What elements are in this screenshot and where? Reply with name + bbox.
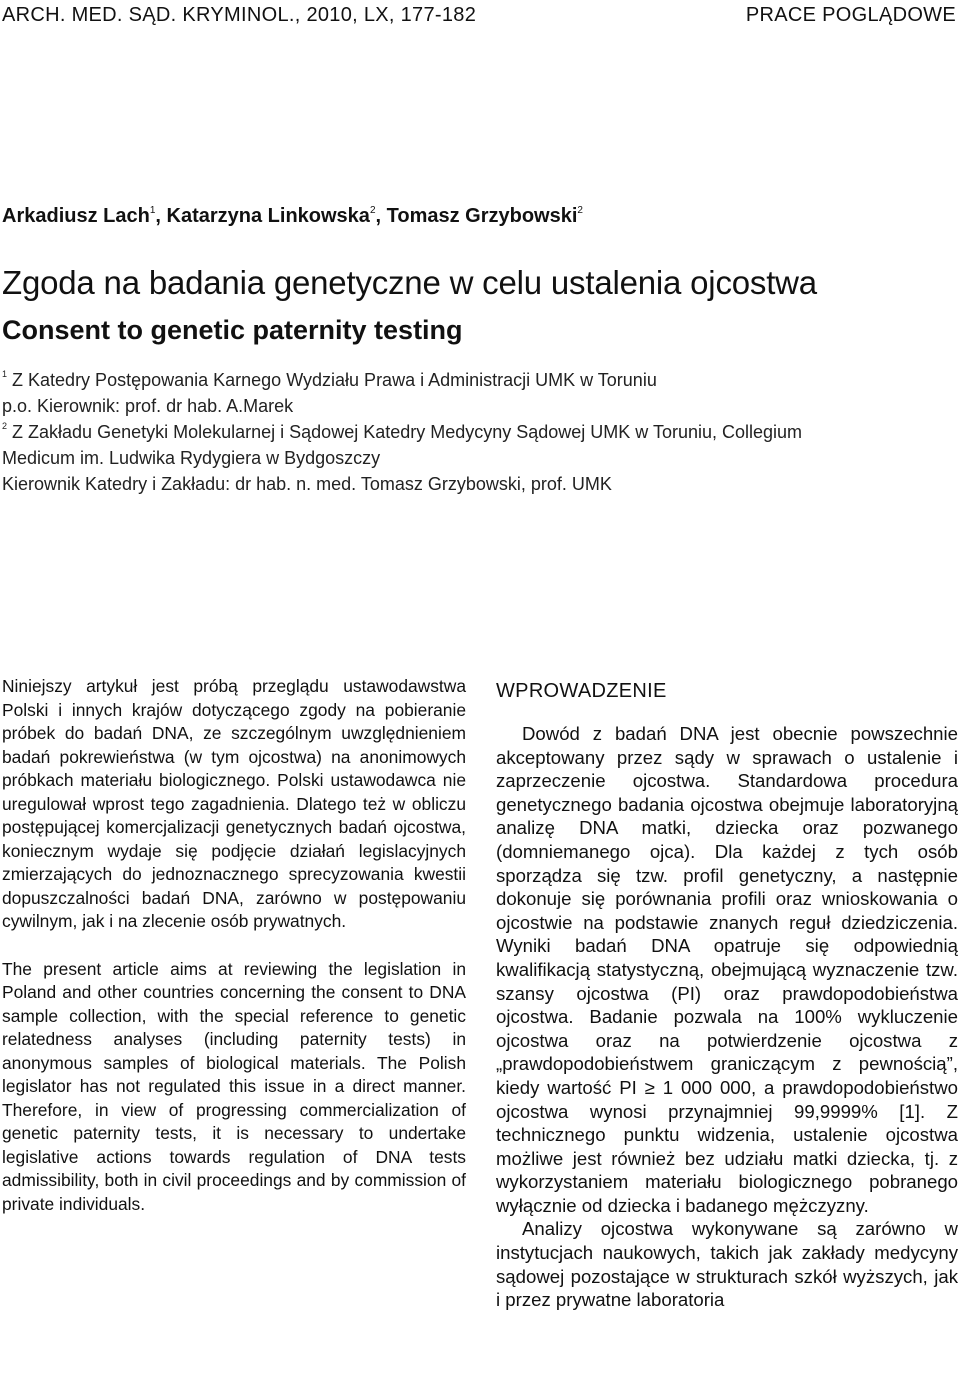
affiliation-1-line-1 <box>2 367 960 393</box>
author-affiliation-mark: 2 <box>577 205 583 216</box>
author-affiliation-mark: 2 <box>369 205 376 216</box>
affiliation-2-line-2: Medicum im. Ludwika Rydygiera w Bydgoszczy <box>2 448 381 468</box>
affiliation-text: Z Zakładu Genetyki Molekularnej i Sądowej Katedry Medycyny Sądowej UMK w Toruniu, Collegium <box>12 422 803 442</box>
author-separator: , <box>155 205 167 227</box>
title-polish: Zgoda na badania genetyczne w celu ustalenia ojcostwa <box>2 264 817 301</box>
abstract-polish: Niniejszy artykuł jest próbą przeglądu ustawodawstwa Polski i innych krajów dotyczącego zgody na pobieranie próbek do badań DNA, ze szczególnym uwzględnieniem badań pokrewieństwa (w tym ojcostwa) na anonimowych próbkach materiału biologicznego. Polski ustawodawca nie uregulował wprost tego zagadnienia. Dlatego też w obliczu postępującej komercjalizacji genetycznych badań ojcostwa, koniecznym wydaje się podjęcie działań legislacyjnych zmierzających do jednoznacznego sprecyzowania kwestii dopuszczalności badań DNA, zarówno w postępowaniu cywilnym, jak i na zlecenie osób prywatnych. <box>2 676 466 931</box>
affiliation-2-line-1 <box>2 419 960 445</box>
section-heading: WPROWADZENIE <box>496 680 667 702</box>
affiliation-1-line-2: p.o. Kierownik: prof. dr hab. A.Marek <box>2 396 294 416</box>
author-name: Arkadiusz Lach <box>2 205 150 227</box>
author-list <box>2 203 583 229</box>
author-name: Tomasz Grzybowski <box>386 205 578 227</box>
affiliation-number: 2 <box>2 421 8 431</box>
author-separator: , <box>375 205 387 227</box>
intro-paragraph-2: Analizy ojcostwa wykonywane są zarówno w instytucjach naukowych, takich jak zakłady medycyny sądowej pozostające w strukturach szkół wyższych, jak i przez prywatne laboratoria <box>496 1218 958 1311</box>
affiliation-2-line-3: Kierownik Katedry i Zakładu: dr hab. n. med. Tomasz Grzybowski, prof. UMK <box>2 474 612 494</box>
intro-paragraph-1: Dowód z badań DNA jest obecnie powszechnie akceptowany przez sądy w sprawach o ustalenie i zaprzeczenie ojcostwa. Standardowa procedura genetycznego badania ojcostwa obejmuje laboratoryjną analizę DNA matki, dziecka oraz pozwanego (domniemanego ojca). Dla każdej z tych osób sporządza się tzw. profil genetyczny, a następnie dokonuje się porównania profili oraz wnioskowania o ojcostwie na podstawie znanych reguł dziedziczenia. Wyniki badań DNA opatruje się odpowiednią kwalifikacją statystyczną, obejmującą wyznaczenie tzw. szansy ojcostwa (PI) oraz prawdopodobieństwa ojcostwa. Badanie pozwala na 100% wykluczenie ojcostwa oraz na potwierdzenie ojcostwa z „prawdopodobieństwem graniczącym z pewnością”, kiedy wartość PI ≥ 1 000 000, a prawdopodobieństwo ojcostwa wynosi przynajmniej 99,9999% [1]. Z technicznego punktu widzenia, ustalenie ojcostwa możliwe jest również bez udziału matki dziecka, tj. z wykorzystaniem materiału biologicznego pobranego wyłącznie od dziecka i badanego mężczyzny. <box>496 723 958 1216</box>
article-type: PRACE POGLĄDOWE <box>745 4 956 26</box>
running-head <box>2 2 956 28</box>
body-column <box>496 676 958 1312</box>
affiliation-text: Z Katedry Postępowania Karnego Wydziału Prawa i Administracji UMK w Toruniu <box>12 370 657 390</box>
affiliation-number: 1 <box>2 369 8 379</box>
author-affiliation-mark: 1 <box>149 205 156 216</box>
affiliations <box>2 367 960 497</box>
title-english: Consent to genetic paternity testing <box>2 315 463 345</box>
journal-reference: ARCH. MED. SĄD. KRYMINOL., 2010, LX, 177-182 <box>2 4 477 26</box>
abstract-column <box>2 675 466 1216</box>
abstract-english: The present article aims at reviewing the legislation in Poland and other countries concerning the consent to DNA sample collection, with the special reference to genetic relatedness analyses (including paternity tests) in anonymous samples of biological materials. The Polish legislator has not regulated this issue in a direct manner. Therefore, in view of progressing commercialization of genetic paternity tests, it is necessary to undertake legislative actions towards regulation of DNA tests admissibility, both in civil proceedings and by commission of private individuals. <box>2 958 466 1214</box>
author-name: Katarzyna Linkowska <box>166 205 370 227</box>
